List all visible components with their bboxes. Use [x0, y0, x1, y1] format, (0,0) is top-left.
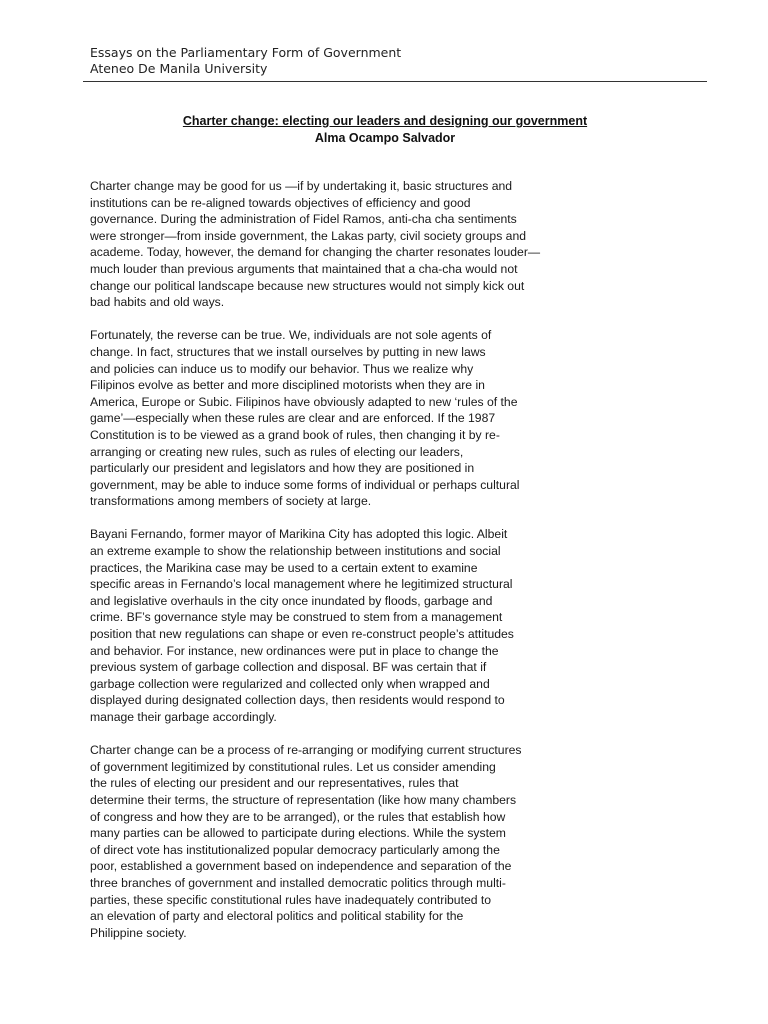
paragraph-line: poor, established a government based on independence and separation of the [90, 859, 512, 874]
paragraph-line: practices, the Marikina case may be used to a certain extent to examine [90, 560, 478, 575]
paragraph-line: the rules of electing our president and our representatives, rules that [90, 776, 459, 791]
paragraph-line: crime. BF’s governance style may be construed to stem from a management [90, 610, 503, 625]
paragraph-line: Constitution is to be viewed as a grand book of rules, then changing it by re- [90, 427, 500, 442]
paragraph-2 [90, 327, 695, 510]
paragraph-line: were stronger—from inside government, the Lakas party, civil society groups and [90, 228, 527, 243]
paragraph-line: and policies can induce us to modify our behavior. Thus we realize why [90, 361, 474, 376]
paragraph-line: institutions can be re-aligned towards objectives of efficiency and good [90, 195, 471, 210]
paragraph-line: displayed during designated collection days, then residents would respond to [90, 693, 505, 708]
header-divider [83, 81, 707, 82]
paragraph-line: of congress and how they are to be arranged), or the rules that establish how [90, 809, 506, 824]
paragraph-line: determine their terms, the structure of representation (like how many chambers [90, 792, 517, 807]
paragraph-line: parties, these specific constitutional rules have inadequately contributed to [90, 892, 492, 907]
paragraph-line: change. In fact, structures that we install ourselves by putting in new laws [90, 344, 486, 359]
paragraph-line: an extreme example to show the relationship between institutions and social [90, 544, 501, 559]
paragraph-line: transformations among members of society at large. [90, 494, 372, 509]
paragraph-line: governance. During the administration of Fidel Ramos, anti-cha cha sentiments [90, 212, 517, 227]
paragraph-line: academe. Today, however, the demand for changing the charter resonates louder— [90, 245, 541, 260]
paragraph-line: Fortunately, the reverse can be true. We, individuals are not sole agents of [90, 328, 492, 343]
paragraph-3 [90, 526, 695, 725]
paragraph-line: Filipinos evolve as better and more disciplined motorists when they are in [90, 378, 485, 393]
paragraph-4 [90, 742, 695, 941]
paragraph-line: many parties can be allowed to participate during elections. While the system [90, 826, 506, 841]
document-title: Charter change: electing our leaders and designing our government [182, 114, 588, 128]
essay-body [90, 178, 695, 958]
paragraph-line: game’—especially when these rules are clear and are enforced. If the 1987 [90, 411, 496, 426]
paragraph-line: government, may be able to induce some forms of individual or perhaps cultural [90, 477, 520, 492]
paragraph-line: much louder than previous arguments that maintained that a cha-cha would not [90, 261, 518, 276]
title-block [90, 113, 680, 147]
paragraph-line: and behavior. For instance, new ordinances were put in place to change the [90, 643, 499, 658]
paragraph-line: particularly our president and legislators and how they are positioned in [90, 461, 475, 476]
paragraph-line: Bayani Fernando, former mayor of Marikina City has adopted this logic. Albeit [90, 527, 508, 542]
paragraph-line: Philippine society. [90, 925, 187, 940]
paragraph-line: change our political landscape because new structures would not simply kick out [90, 278, 525, 293]
paragraph-line: manage their garbage accordingly. [90, 710, 277, 724]
paragraph-line: of direct vote has institutionalized popular democracy particularly among the [90, 842, 500, 857]
paragraph-line: Charter change may be good for us —if by undertaking it, basic structures and [90, 179, 513, 193]
paragraph-line: three branches of government and installed democratic politics through multi- [90, 875, 506, 890]
paragraph-line: bad habits and old ways. [90, 295, 225, 310]
paragraph-line: an elevation of party and electoral politics and political stability for the [90, 909, 464, 924]
paragraph-line: previous system of garbage collection and disposal. BF was certain that if [90, 660, 487, 675]
paragraph-line: arranging or creating new rules, such as rules of electing our leaders, [90, 444, 464, 459]
paragraph-line: Charter change can be a process of re-arranging or modifying current structures [90, 743, 522, 758]
header-collection-title: Essays on the Parliamentary Form of Government [90, 45, 402, 60]
paragraph-line: specific areas in Fernando’s local management where he legitimized structural [90, 577, 513, 592]
paragraph-line: America, Europe or Subic. Filipinos have obviously adapted to new ‘rules of the [90, 394, 518, 409]
paragraph-line: position that new regulations can shape or even re-construct people’s attitudes [90, 627, 514, 642]
paragraph-1 [90, 178, 695, 311]
header-institution: Ateneo De Manila University [90, 61, 268, 76]
paragraph-line: garbage collection were regularized and collected only when wrapped and [90, 676, 490, 691]
paragraph-line: of government legitimized by constitutional rules. Let us consider amending [90, 759, 496, 774]
paragraph-line: and legislative overhauls in the city once inundated by floods, garbage and [90, 593, 493, 608]
author-name: Alma Ocampo Salvador [314, 131, 456, 145]
running-header [90, 45, 401, 77]
